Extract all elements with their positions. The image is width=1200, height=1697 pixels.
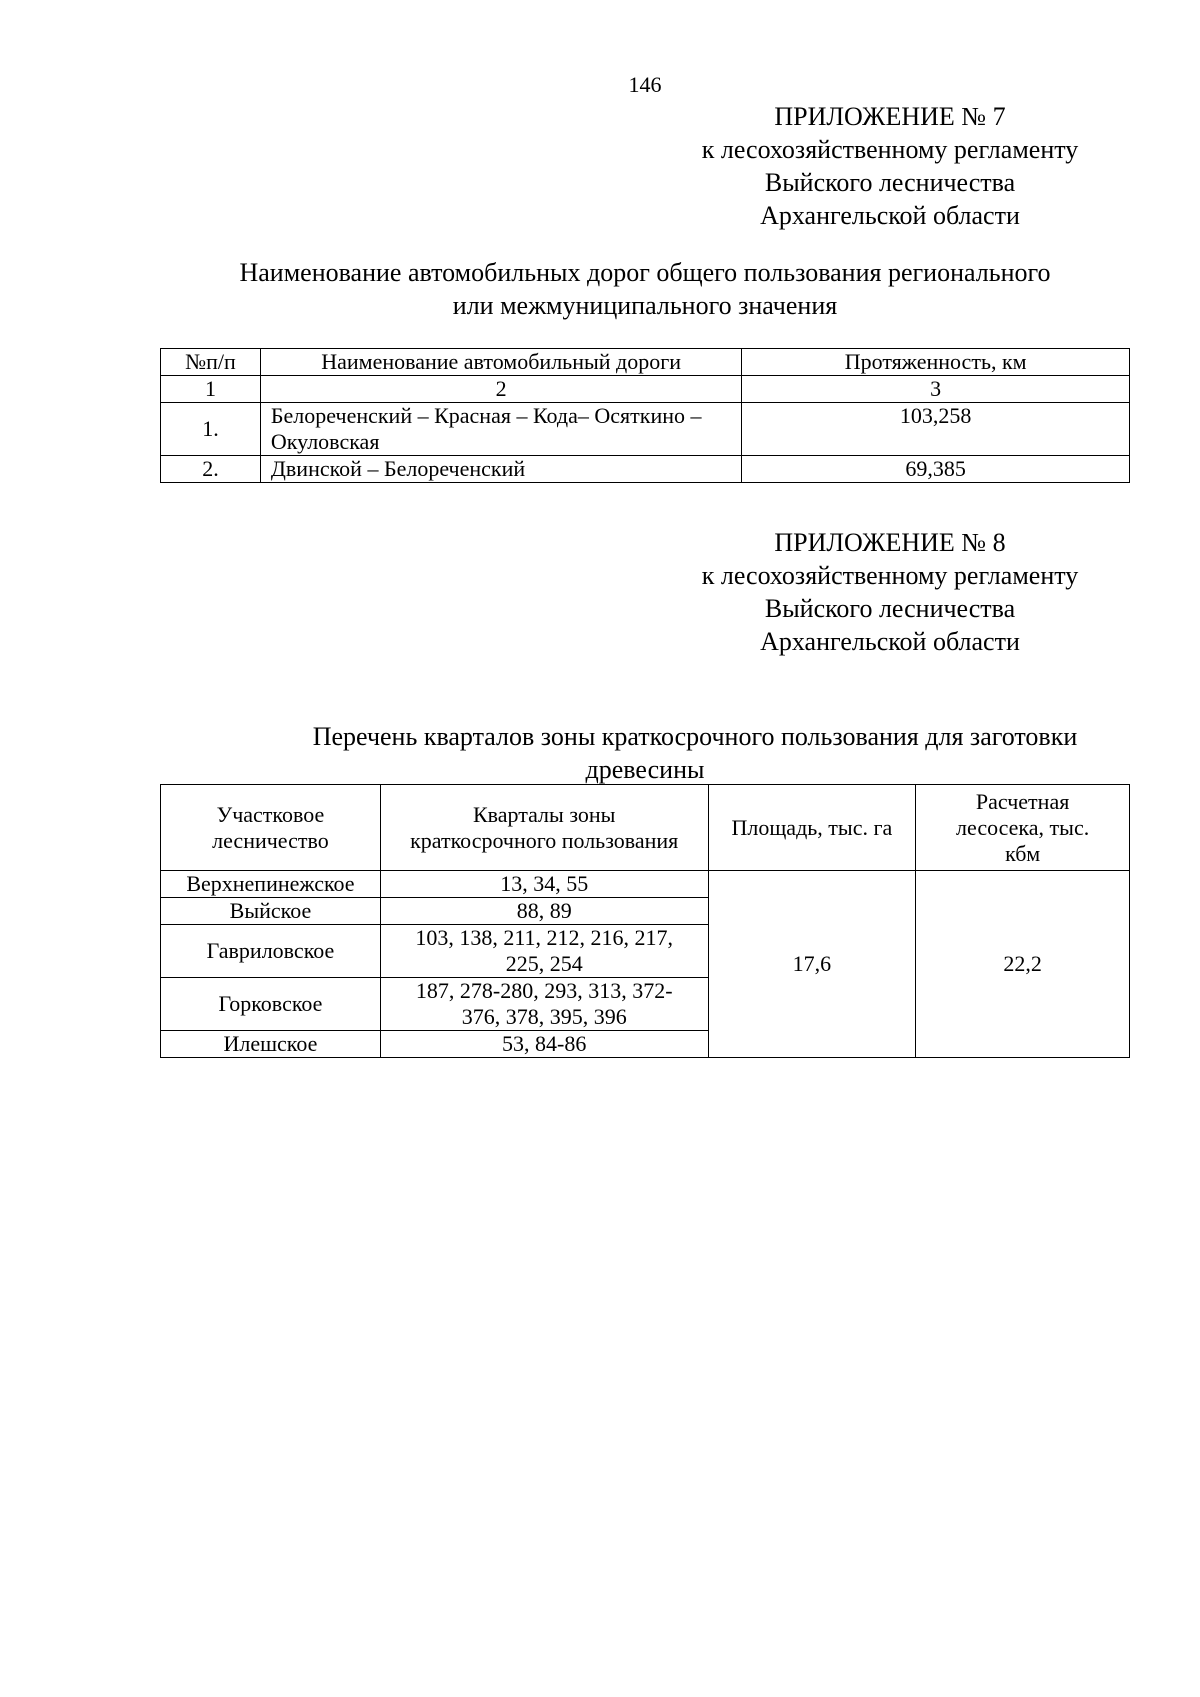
quarters-cell: 53, 84-86 [380,1031,708,1058]
road-name-line: Белореченский – Красная – Кода– Осяткино – [270,403,702,428]
header-cell-area: Площадь, тыс. га [708,785,916,871]
road-name-cell [260,403,741,456]
forestry-cell: Горковское [161,978,381,1031]
appendix-7-heading: ПРИЛОЖЕНИЕ № 7 [774,102,1006,131]
header-line: лесосека, тыс. [956,814,1090,840]
quarters-cell [380,978,708,1031]
page-number: 146 [628,72,662,97]
appendix-7-line3: Архангельской области [760,201,1020,230]
appendix-8-heading: ПРИЛОЖЕНИЕ № 8 [774,528,1006,557]
quarters-table [160,784,1130,1058]
header-cell-annual-cut [916,785,1130,871]
quarters-line: 187, 278-280, 293, 313, 372- [415,978,673,1003]
road-name-cell: Двинской – Белореченский [260,456,741,483]
header-cell: Протяженность, км [742,349,1130,376]
header-cell: Наименование автомобильный дороги [260,349,741,376]
column-number-cell: 3 [742,376,1130,403]
area-cell: 17,6 [708,871,916,1058]
appendix-8-line3: Архангельской области [760,627,1020,656]
quarters-line: 225, 254 [505,951,583,976]
road-name-line: Окуловская [270,429,380,454]
column-number-cell: 2 [260,376,741,403]
appendix-8-header [660,526,1120,658]
quarters-line: 376, 378, 395, 396 [461,1004,627,1029]
header-line: Расчетная [975,788,1070,814]
roads-title-line1: Наименование автомобильных дорог общего пользования регионального [239,258,1051,287]
roads-title [160,256,1130,322]
appendix-7-line2: Выйского лесничества [764,168,1016,197]
appendix-8-line2: Выйского лесничества [764,594,1016,623]
table-header-row [161,349,1130,376]
column-number-cell: 1 [161,376,261,403]
header-line: Кварталы зоны [472,801,616,827]
row-number-cell: 2. [161,456,261,483]
table-row [161,403,1130,456]
table-header-row [161,785,1130,871]
quarters-cell: 88, 89 [380,898,708,925]
quarters-cell: 13, 34, 55 [380,871,708,898]
roads-table [160,348,1130,483]
roads-title-line2: или межмуниципального значения [452,291,838,320]
road-length-cell: 69,385 [742,456,1130,483]
header-line: краткосрочного пользования [410,827,679,853]
quarters-title-line2: древесины [585,755,705,784]
header-cell-quarters [380,785,708,871]
header-cell: №п/п [161,349,261,376]
forestry-cell: Выйское [161,898,381,925]
forestry-cell: Гавриловское [161,925,381,978]
annual-cut-cell: 22,2 [916,871,1130,1058]
appendix-7-line1: к лесохозяйственному регламенту [701,135,1079,164]
appendix-7-header [660,100,1120,232]
quarters-title [160,720,1130,786]
quarters-title-line1: Перечень кварталов зоны краткосрочного пользования для заготовки [312,722,1078,751]
table-column-number-row [161,376,1130,403]
header-cell-forestry [161,785,381,871]
quarters-line: 103, 138, 211, 212, 216, 217, [415,925,674,950]
table-row [161,456,1130,483]
forestry-cell: Верхнепинежское [161,871,381,898]
table-row [161,871,1130,898]
header-line: кбм [1005,840,1041,866]
row-number-cell: 1. [161,403,261,456]
road-length-cell: 103,258 [742,403,1130,456]
appendix-8-line1: к лесохозяйственному регламенту [701,561,1079,590]
forestry-cell: Илешское [161,1031,381,1058]
quarters-cell [380,925,708,978]
header-line: Участковое [216,801,325,827]
header-line: лесничество [212,827,329,853]
